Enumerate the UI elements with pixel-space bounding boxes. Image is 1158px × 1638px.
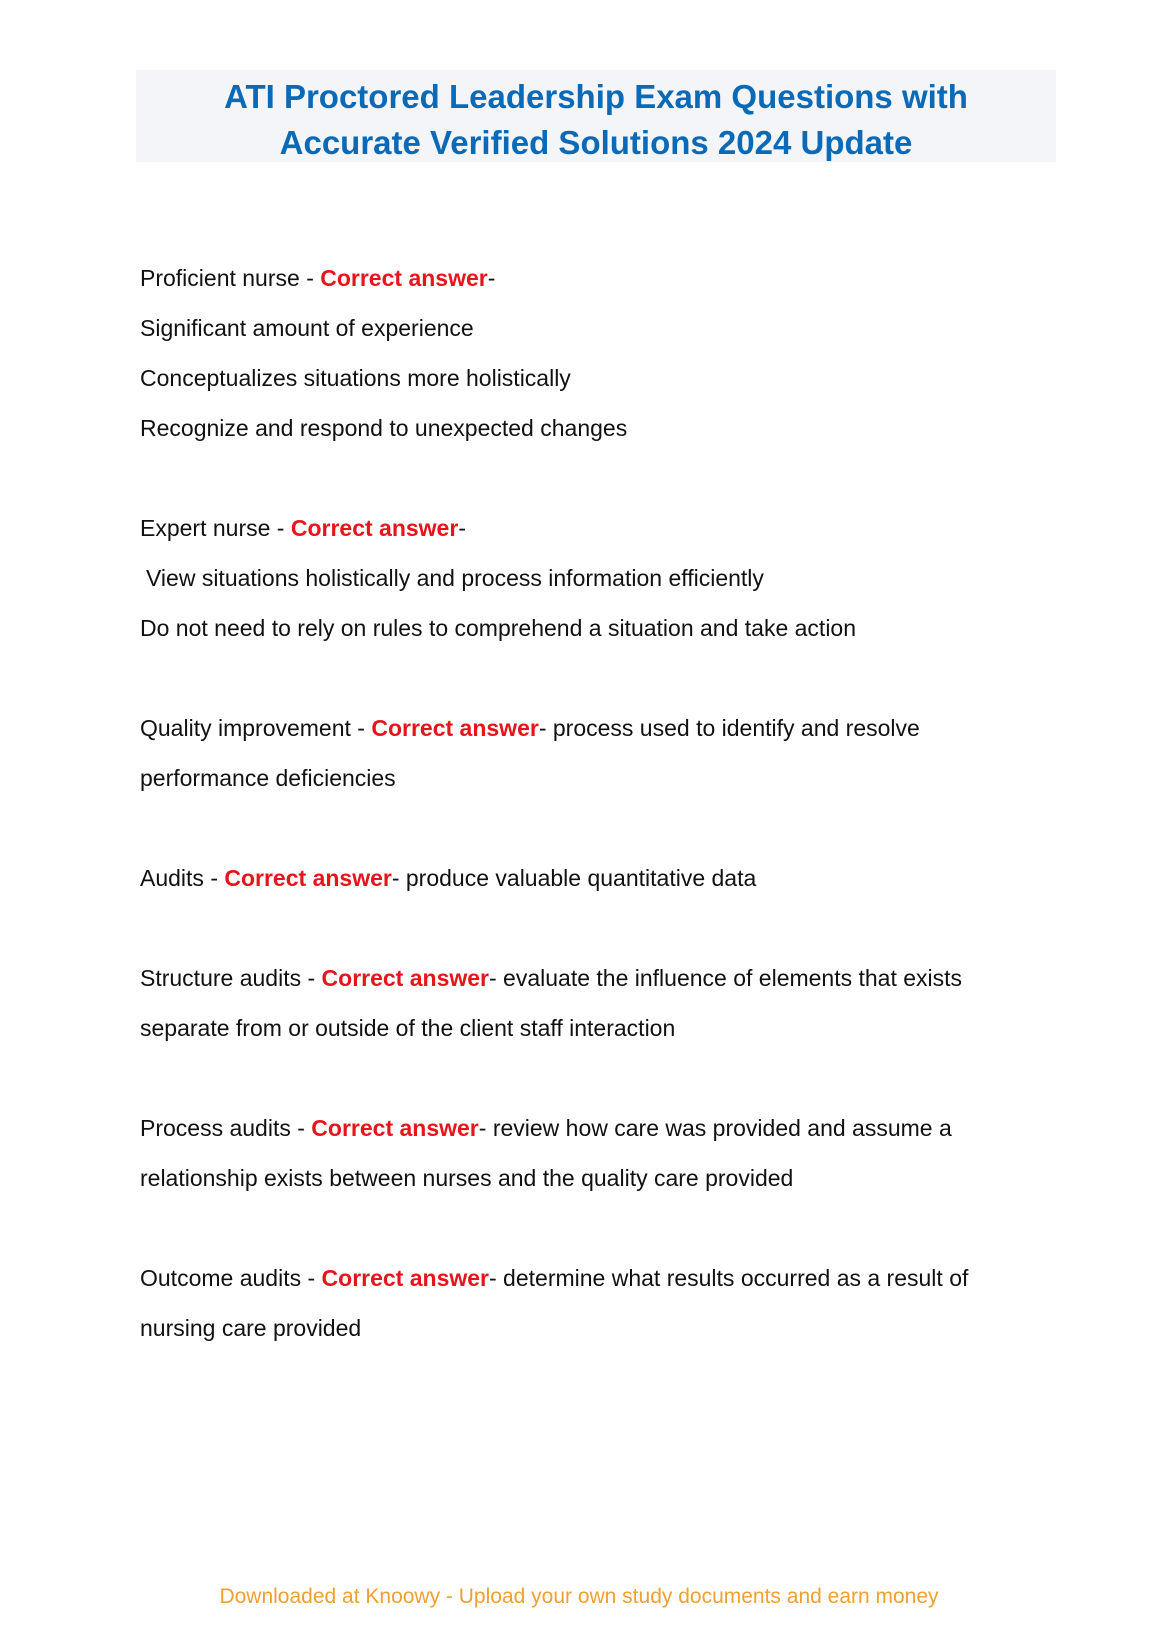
- entry-proficient-nurse: [140, 253, 1060, 303]
- entry-answer: - produce valuable quantitative data: [391, 865, 757, 891]
- correct-answer-label: Correct answer: [320, 265, 488, 291]
- document-title: [136, 70, 1056, 162]
- entry-answer: - process used to identify and resolve: [538, 715, 920, 741]
- entry-detail: Do not need to rely on rules to comprehend a situation and take action: [140, 615, 857, 641]
- entry-detail: relationship exists between nurses and the quality care provided: [140, 1165, 794, 1191]
- entry-answer: -: [458, 515, 466, 541]
- correct-answer-label: Correct answer: [311, 1115, 479, 1141]
- title-line-1: ATI Proctored Leadership Exam Questions with: [224, 78, 968, 115]
- entry-answer: - determine what results occurred as a result of: [489, 1265, 969, 1291]
- entry-outcome-audits: [140, 1253, 1060, 1303]
- entry-term: Outcome audits -: [140, 1265, 322, 1291]
- spacer: [140, 903, 1060, 953]
- entry-answer: -: [487, 265, 496, 291]
- title-line-2: Accurate Verified Solutions 2024 Update: [279, 124, 913, 161]
- correct-answer-label: Correct answer: [224, 865, 392, 891]
- entry-term: Structure audits -: [140, 965, 322, 991]
- entry-detail: nursing care provided: [140, 1315, 362, 1341]
- correct-answer-label: Correct answer: [321, 965, 489, 991]
- spacer: [140, 653, 1060, 703]
- correct-answer-label: Correct answer: [290, 515, 459, 541]
- spacer: [140, 1053, 1060, 1103]
- entry-process-audits: [140, 1103, 1060, 1153]
- entry-term: Proficient nurse -: [140, 265, 321, 291]
- entry-detail: Conceptualizes situations more holistically: [140, 365, 571, 391]
- entry-term: Audits -: [140, 865, 225, 891]
- entry-term: Process audits -: [140, 1115, 312, 1141]
- entry-quality-improvement: [140, 703, 1060, 753]
- entry-term: Expert nurse -: [140, 515, 291, 541]
- spacer: [140, 1203, 1060, 1253]
- entry-structure-audits: [140, 953, 1060, 1003]
- qa-content: [140, 253, 1060, 1353]
- entry-audits: [140, 853, 1060, 903]
- footer-download-notice: Downloaded at Knoowy - Upload your own study documents and earn money: [219, 1585, 939, 1608]
- correct-answer-label: Correct answer: [321, 1265, 489, 1291]
- entry-detail: Significant amount of experience: [140, 315, 474, 341]
- spacer: [140, 453, 1060, 503]
- entry-detail: performance deficiencies: [140, 765, 396, 791]
- entry-answer: - evaluate the influence of elements that exists: [489, 965, 963, 991]
- entry-detail: View situations holistically and process information efficiently: [146, 565, 764, 591]
- entry-detail: Recognize and respond to unexpected changes: [140, 415, 628, 441]
- entry-expert-nurse: [140, 503, 1060, 553]
- entry-term: Quality improvement -: [140, 715, 372, 741]
- entry-detail: separate from or outside of the client staff interaction: [140, 1015, 676, 1041]
- correct-answer-label: Correct answer: [371, 715, 539, 741]
- entry-answer: - review how care was provided and assume a: [478, 1115, 952, 1141]
- spacer: [140, 803, 1060, 853]
